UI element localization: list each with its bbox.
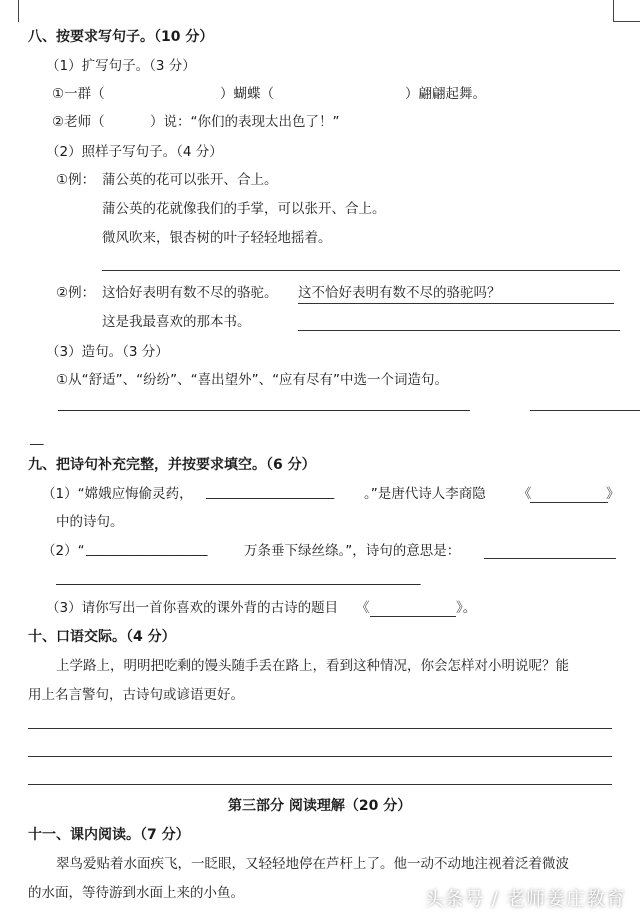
example1-label: ①例： <box>56 172 96 188</box>
q9-3-close-bracket: 》。 <box>456 600 477 616</box>
q9-3-text: （3）请你写出一首你喜欢的课外背的古诗的题目 <box>46 600 339 616</box>
q8-1a-mid: ）蝴蝶（ <box>220 86 274 102</box>
crop-mark-right-h <box>613 21 640 22</box>
example2-sentence: 这恰好表明有数不尽的骆驼。 <box>102 285 278 301</box>
answer-line-10-2[interactable] <box>28 756 612 757</box>
q9-2-text-b: 万条垂下绿丝绦。”，诗句的意思是： <box>244 543 461 559</box>
q8-3-prompt: ①从“舒适”、“纷纷”、“喜出望外”、“应有尽有”中选一个词造句。 <box>56 372 449 388</box>
watermark: 头条号 / 老师姜庄教育 <box>424 888 626 910</box>
q8-1a-start: ①一群（ <box>52 86 105 102</box>
q9-1-text-c: 中的诗句。 <box>56 514 124 530</box>
exercise2-sentence: 这是我最喜欢的那本书。 <box>102 314 251 330</box>
section-10-title: 十、口语交际。（4 分） <box>28 629 176 645</box>
section-11-passage-line2: 的水面，等待游到水面上来的小鱼。 <box>28 885 244 901</box>
section-10-body-line1: 上学路上，明明把吃剩的馒头随手丢在路上，看到这种情况，你会怎样对小明说呢？能 <box>56 658 569 674</box>
q9-1-open-bracket: 《 <box>518 486 532 502</box>
answer-line-q9-1-title[interactable] <box>530 502 608 503</box>
q8-1b-end: ）说：“你们的表现太出色了！” <box>150 114 340 130</box>
q9-1-text-b: 。”是唐代诗人李商隐 <box>364 486 486 502</box>
part-3-title: 第三部分 阅读理解（20 分） <box>228 798 412 814</box>
q9-1-close-bracket: 》 <box>606 486 620 502</box>
q9-3-open-bracket: 《 <box>356 600 370 616</box>
answer-blank-q8-3[interactable]: _____________________________________________________________ <box>58 398 470 412</box>
answer-blank-q9-2[interactable]: __________________ <box>86 543 208 557</box>
answer-line-q9-2-meaning[interactable] <box>484 558 616 559</box>
answer-blank-q8-3-wrap: __ <box>30 430 44 446</box>
exercise1-sentence: 微风吹来，银杏树的叶子轻轻地摇着。 <box>102 230 332 246</box>
q8-2-heading: （2）照样子写句子。（4 分） <box>46 144 223 160</box>
example1-sentence: 蒲公英的花可以张开、合上。 <box>102 172 278 188</box>
q8-1-heading: （1）扩写句子。（3 分） <box>46 58 196 74</box>
crop-mark-right <box>613 0 614 22</box>
answer-line-exercise2[interactable] <box>298 330 620 331</box>
answer-line-10-3[interactable] <box>28 784 612 785</box>
example2-answer: 这不恰好表明有数不尽的骆驼吗？ <box>298 287 614 304</box>
q9-1-text: （1）“嫦娥应悔偷灵药， <box>42 486 193 502</box>
answer-line-10-1[interactable] <box>28 728 612 729</box>
example2-label: ②例： <box>56 285 96 301</box>
q9-2-text: （2）“ <box>42 543 85 559</box>
q8-1a-end: ）翩翩起舞。 <box>405 86 486 102</box>
example1-rewrite: 蒲公英的花就像我们的手掌，可以张开、合上。 <box>102 201 386 217</box>
section-9-title: 九、把诗句补充完整，并按要求填空。（6 分） <box>28 457 316 473</box>
section-11-passage-line1: 翠鸟爱贴着水面疾飞，一眨眼，又轻轻地停在芦杆上了。他一动不动地注视着泛着微波 <box>56 856 569 872</box>
q8-3-heading: （3）造句。（3 分） <box>46 344 169 360</box>
answer-line-q9-3[interactable] <box>370 616 456 617</box>
section-10-body-line2: 用上名言警句，古诗句或谚语更好。 <box>28 687 244 703</box>
answer-line-q8-3-tail <box>530 410 640 411</box>
section-8-title: 八、按要求写句子。（10 分） <box>28 29 214 45</box>
answer-line-exercise1[interactable] <box>102 270 620 271</box>
answer-blank-q9-2-meaning[interactable]: ______________________________________________________ <box>56 572 421 586</box>
crop-mark-left <box>18 0 19 22</box>
q8-1b-start: ②老师（ <box>52 114 105 130</box>
section-11-title: 十一、课内阅读。（7 分） <box>28 827 190 843</box>
answer-blank-q9-1[interactable]: ___________________ <box>206 486 335 500</box>
